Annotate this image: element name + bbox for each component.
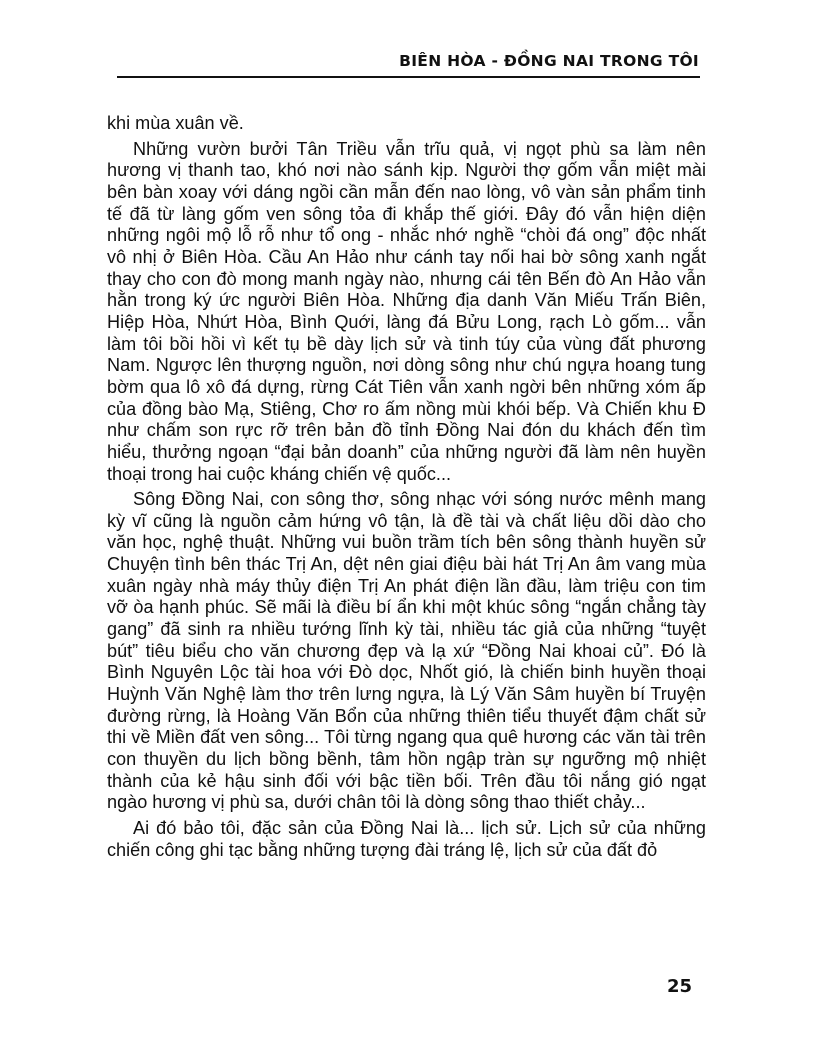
header-rule bbox=[117, 76, 700, 78]
page-number: 25 bbox=[666, 976, 692, 997]
paragraph: Những vườn bưởi Tân Triều vẫn trĩu quả, vị ngọt phù sa làm nên hương vị thanh tao, khó nơi nào sánh kịp. Người thợ gốm vẫn miệt mài bên bàn xoay với dáng ngồi cần mẫn đến nao lòng, vô vàn sản phẩm tinh tế đã từ làng gốm ven sông tỏa đi khắp thế giới. Đây đó vẫn hiện diện những ngôi mộ lỗ rỗ như tổ ong - nhắc nhớ nghề “chòi đá ong” độc nhất vô nhị ở Biên Hòa. Cầu An Hảo như cánh tay nối hai bờ sông xanh ngắt thay cho con đò mong manh ngày nào, nhưng cái tên Bến đò An Hảo vẫn hằn trong ký ức người Biên Hòa. Những địa danh Văn Miếu Trấn Biên, Hiệp Hòa, Nhứt Hòa, Bình Quới, làng đá Bửu Long, rạch Lò gốm... vẫn làm tôi bồi hồi vì kết tụ bề dày lịch sử và tinh túy của vùng đất phương Nam. Ngược lên thượng nguồn, nơi dòng sông như chú ngựa hoang tung bờm qua lô xô đá dựng, rừng Cát Tiên vẫn xanh ngời bên những xóm ấp của đồng bào Mạ, Stiêng, Chơ ro ấm nồng mùi khói bếp. Và Chiến khu Đ như chấm son rực rỡ trên bản đồ tỉnh Đồng Nai đón du khách đến tìm hiểu, thưởng ngoạn “đại bản doanh” của những người đã làm nên huyền thoại trong hai cuộc kháng chiến vệ quốc... bbox=[107, 138, 706, 484]
running-header: BIÊN HÒA - ĐỒNG NAI TRONG TÔI bbox=[399, 52, 699, 70]
paragraph: Ai đó bảo tôi, đặc sản của Đồng Nai là... lịch sử. Lịch sử của những chiến công ghi tạc bằng những tượng đài tráng lệ, lịch sử của đất đỏ bbox=[107, 818, 706, 860]
paragraph-continuation: khi mùa xuân về. bbox=[107, 113, 244, 133]
paragraph: Sông Đồng Nai, con sông thơ, sông nhạc với sóng nước mênh mang kỳ vĩ cũng là nguồn cảm hứng vô tận, là đề tài và chất liệu dồi dào cho văn học, nghệ thuật. Những vui buồn trầm tích bên sông thành huyền sử Chuyện tình bên thác Trị An, dệt nên giai điệu bài hát Trị An âm vang mùa xuân ngày nhà máy thủy điện Trị An phát điện lần đầu, làm triệu con tim vỡ òa hạnh phúc. Sẽ mãi là điều bí ẩn khi một khúc sông “ngắn chẳng tày gang” đã sinh ra nhiều tướng lĩnh kỳ tài, nhiều tác giả của những “tuyệt bút” tiêu biểu cho văn chương đẹp và lạ xứ “Đồng Nai khoai củ”. Đó là Bình Nguyên Lộc tài hoa với Đò dọc, Nhốt gió, là chiến binh huyền thoại Huỳnh Văn Nghệ làm thơ trên lưng ngựa, là Lý Văn Sâm huyền bí Truyện đường rừng, là Hoàng Văn Bổn của những thiên tiểu thuyết đậm chất sử thi về Miền đất ven sông... Tôi từng ngang qua quê hương các văn tài trên con thuyền du lịch bồng bềnh, tâm hồn ngập tràn sự ngưỡng mộ nhiệt thành của kẻ hậu sinh đối với bậc tiền bối. Trên đầu tôi nắng gió ngạt ngào hương vị phù sa, dưới chân tôi là dòng sông thao thiết chảy... bbox=[107, 489, 706, 813]
body-text bbox=[107, 113, 706, 861]
